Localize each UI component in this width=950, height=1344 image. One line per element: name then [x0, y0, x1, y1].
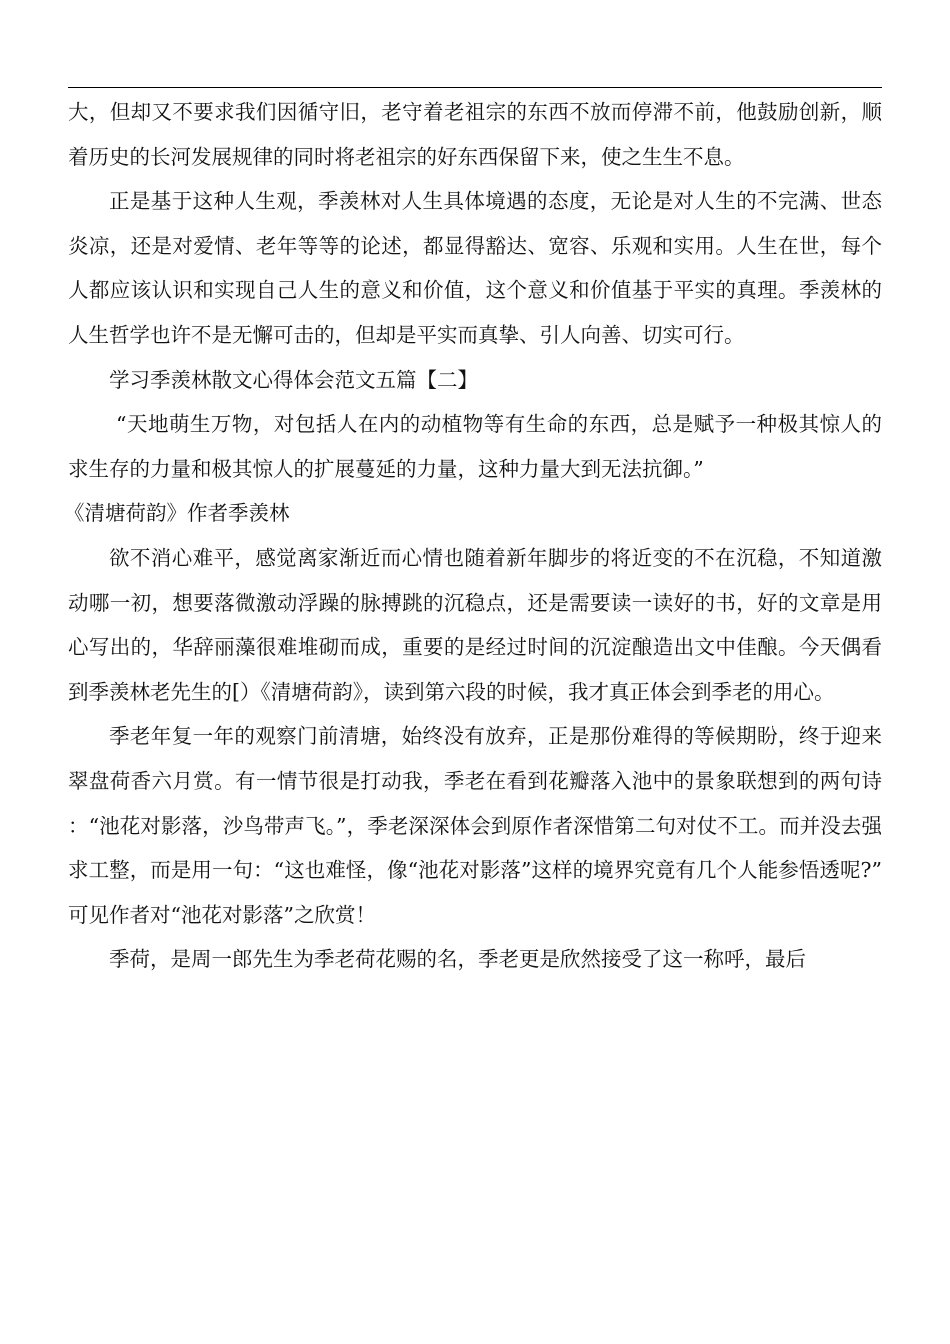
paragraph-jihe: 季荷，是周一郎先生为季老荷花赐的名，季老更是欣然接受了这一称呼，最后	[109, 947, 806, 972]
document-body	[64, 90, 882, 982]
paragraph-observation: 季老年复一年的观察门前清塘，始终没有放弃，正是那份难得的等候期盼，终于迎来翠盘荷香六月赏。有一情节很是打动我，季老在看到花瓣落入池中的景象联想到的两句诗：“池花对影落，沙鸟带声飞。”，季老深深体会到原作者深惜第二句对仗不工。而并没去强求工整，而是用一句：“这也难怪，像“池花对影落”这样的境界究竟有几个人能参悟透呢?”可见作者对“池花对影落”之欣赏！	[68, 724, 882, 927]
quotation-source: 《清塘荷韵》作者季羡林	[64, 501, 290, 526]
paragraph-reading: 欲不消心难平，感觉离家渐近而心情也随着新年脚步的将近变的不在沉稳，不知道激动哪一初，想要落微激动浮躁的脉搏跳的沉稳点，还是需要读一读好的书，好的文章是用心写出的，华辞丽藻很难堆砌而成，重要的是经过时间的沉淀酿造出文中佳酿。今天偶看到季羡林老先生的[）《清塘荷韵》，读到第六段的时候，我才真正体会到季老的用心。	[68, 545, 882, 704]
quotation: “天地萌生万物，对包括人在内的动植物等有生命的东西，总是赋予一种极其惊人的求生存的力量和极其惊人的扩展蔓延的力量，这种力量大到无法抗御。”	[68, 412, 882, 481]
section-heading: 学习季羡林散文心得体会范文五篇【二】	[109, 367, 478, 392]
paragraph-continuation: 大，但却又不要求我们因循守旧，老守着老祖宗的东西不放而停滞不前，他鼓励创新，顺着历史的长河发展规律的同时将老祖宗的好东西保留下来，使之生生不息。	[68, 100, 882, 169]
paragraph-life-philosophy: 正是基于这种人生观，季羡林对人生具体境遇的态度，无论是对人生的不完满、世态炎凉，还是对爱情、老年等等的论述，都显得豁达、宽容、乐观和实用。人生在世，每个人都应该认识和实现自己人生的意义和价值，这个意义和价值基于平实的真理。季羡林的人生哲学也许不是无懈可击的，但却是平实而真挚、引人向善、切实可行。	[68, 189, 882, 347]
header-rule	[68, 87, 882, 88]
